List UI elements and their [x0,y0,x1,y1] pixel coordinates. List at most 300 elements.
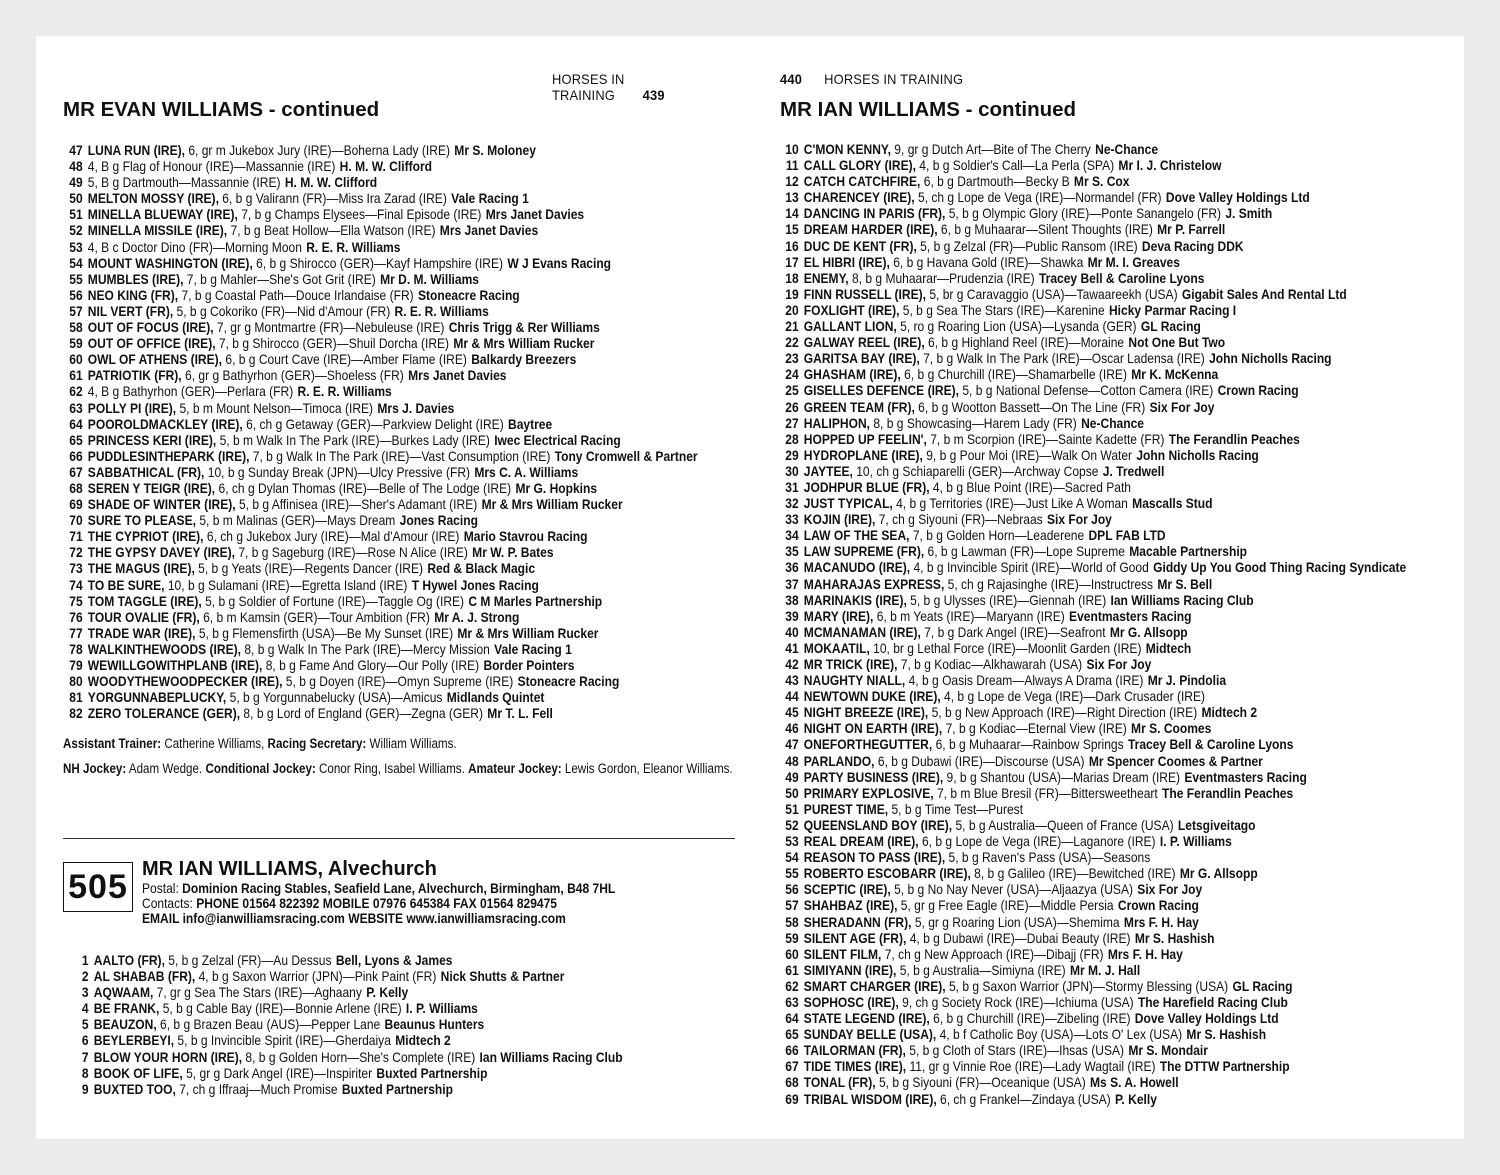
horse-details: 7, b m Scorpion (IRE)—Sainte Kadette (FR) [930,430,1165,447]
owner-name: GL Racing [1232,977,1293,994]
horse-name: MR TRICK (IRE), [803,656,898,672]
owner-name: H. M. W. Clifford [284,174,378,191]
horse-name: OUT OF FOCUS (IRE), [87,319,214,336]
owner-name: Mrs F. H. Hay [1123,913,1199,930]
list-item [778,801,1406,817]
horse-name: MELTON MOSSY (IRE), [87,190,219,207]
list-item [778,189,1406,205]
horse-details: 7, ch g Siyouni (FR)—Nebraas [878,511,1043,528]
horse-details: 7, gr g Montmartre (FR)—Nebuleuse (IRE) [216,319,445,336]
entry-number: 31 [785,478,799,495]
owner-name: Eventmasters Racing [1069,607,1192,624]
horse-name: GISELLES DEFENCE (IRE), [803,382,960,399]
list-item [62,287,698,303]
owner-name: Mr & Mrs William Rucker [457,624,599,641]
entry-number: 59 [785,929,799,946]
horse-name: BEYLERBEYI, [93,1032,175,1049]
entry-number: 5 [81,1016,89,1033]
owner-name: The DTTW Partnership [1159,1058,1290,1075]
right-page [748,36,1464,1139]
horse-details: 7, b g Golden Horn—Leaderene [912,527,1085,544]
owner-name: Vale Racing 1 [494,640,572,657]
list-item [778,302,1406,318]
owner-name: Stoneacre Racing [417,286,520,303]
horse-details: 5, ch g Rajasinghe (IRE)—Instructress [947,575,1154,592]
owner-name: Tracey Bell & Caroline Lyons [1127,736,1294,753]
horse-name: SILENT AGE (FR), [803,929,907,946]
list-item [62,705,698,721]
horse-details: 4, B g Bathyrhon (GER)—Perlara (FR) [87,383,294,400]
horse-name: MARINAKIS (IRE), [803,591,907,608]
list-item [778,608,1406,624]
entry-number: 76 [69,608,83,625]
horse-details: 5, b g Affinisea (IRE)—Sher's Adamant (IRE) [238,496,478,513]
list-item [778,141,1406,157]
owner-name: Ne-Chance [1081,414,1144,431]
entry-number: 37 [785,575,799,592]
list-item [68,1000,623,1016]
horse-name: SHERADANN (FR), [803,913,912,930]
list-item [778,978,1406,994]
horse-name: TRADE WAR (IRE), [87,624,196,641]
owner-name: Mario Stavrou Racing [463,528,588,545]
running-head-left [552,71,732,103]
list-item [62,464,698,480]
horse-name: MCMANAMAN (IRE), [803,623,921,640]
horse-name: SHAHBAZ (IRE), [803,897,898,914]
postal-line [142,881,615,896]
owner-name: Six For Joy [1046,511,1112,528]
horse-name: NEWTOWN DUKE (IRE), [803,688,941,705]
entry-number: 49 [785,768,799,785]
running-head-text: HORSES IN TRAINING [552,71,625,103]
owner-name: Mr K. McKenna [1131,366,1219,383]
horse-details: 7, b g Beat Hollow—Ella Watson (IRE) [230,222,436,239]
owner-name: Mr S. Moloney [454,142,536,158]
list-item [778,736,1406,752]
amateur-jockey-value: Lewis Gordon, Eleanor Williams. [564,761,733,776]
horse-details: 11, gr g Vinnie Roe (IRE)—Lady Wagtail (IRE) [909,1058,1156,1075]
entry-number: 40 [785,623,799,640]
owner-name: Mr W. P. Bates [472,544,554,561]
horse-name: MUMBLES (IRE), [87,270,184,287]
section-divider [63,838,735,839]
list-item [62,528,698,544]
horse-details: 5, b g Yeats (IRE)—Regents Dancer (IRE) [198,560,424,577]
horse-name: AL SHABAB (FR), [93,968,196,985]
horse-name: SILENT FILM, [803,945,882,962]
horse-details: 5, b g Olympic Glory (IRE)—Ponte Sanangelo (FR) [948,205,1222,222]
list-item [778,1026,1406,1042]
nh-jockey-label: NH Jockey: [63,761,127,776]
entry-number: 25 [785,382,799,399]
horse-details: 7, b g Sageburg (IRE)—Rose N Alice (IRE) [238,544,468,561]
horse-name: SIMIYANN (IRE), [803,961,897,978]
owner-name: The Ferandlin Peaches [1162,784,1294,801]
horse-name: PATRIOTIK (FR), [87,367,182,384]
entry-number: 53 [785,833,799,850]
list-item [778,350,1406,366]
entry-number: 17 [785,253,799,270]
horse-details: 5, b g Ulysses (IRE)—Giennah (IRE) [910,591,1107,608]
list-item [778,1042,1406,1058]
entry-number: 29 [785,446,799,463]
owner-name: Mr D. M. Williams [380,270,479,287]
list-item [62,383,698,399]
entry-number: 39 [785,607,799,624]
list-item [778,495,1406,511]
list-item [778,849,1406,865]
list-item [62,609,698,625]
list-item [62,577,698,593]
horse-name: SMART CHARGER (IRE), [803,977,946,994]
list-item [62,271,698,287]
entry-number: 14 [785,205,799,222]
left-page [36,36,748,1139]
horse-name: POOROLDMACKLEY (IRE), [87,415,243,432]
horse-details: 7, b g Dark Angel (IRE)—Seafront [924,623,1106,640]
entry-number: 69 [785,1090,799,1107]
horse-details: 5, b m Mount Nelson—Timoca (IRE) [179,399,374,416]
horse-name: PRINCESS KERI (IRE), [87,431,217,448]
horse-details: 5, b g Cloth of Stars (IRE)—Ihsas (USA) [909,1042,1125,1059]
horse-details: 5, b g Zelzal (FR)—Public Ransom (IRE) [920,237,1138,254]
entry-number: 4 [81,1000,89,1017]
entry-number: 47 [785,736,799,753]
entry-number: 63 [785,993,799,1010]
horse-details: 4, b g Blue Point (IRE)—Sacred Path [932,478,1132,495]
list-item [68,984,623,1000]
list-item [778,576,1406,592]
list-item [778,914,1406,930]
horse-name: HALIPHON, [803,414,871,431]
conditional-jockey-label: Conditional Jockey: [205,761,316,776]
entry-number: 19 [785,285,799,302]
list-item [68,1032,623,1048]
owner-name: Mascalls Stud [1132,495,1213,512]
entry-number: 54 [69,254,83,271]
list-item [62,673,698,689]
entry-number: 69 [69,496,83,513]
owner-name: Ne-Chance [1095,141,1159,157]
owner-name: Midtech 2 [395,1032,451,1049]
horse-name: GALWAY REEL (IRE), [803,334,925,351]
list-item [62,239,698,255]
entry-number: 36 [785,559,799,576]
horse-name: WEWILLGOWITHPLANB (IRE), [87,657,263,673]
entry-number: 12 [785,173,799,190]
entry-number: 16 [785,237,799,254]
owner-name: C M Marles Partnership [468,592,603,609]
horse-details: 4, B g Flag of Honour (IRE)—Massannie (IRE) [87,158,336,175]
horse-details: 5, b g New Approach (IRE)—Right Direction (IRE) [931,704,1198,721]
entry-number: 18 [785,269,799,286]
list-item [778,447,1406,463]
entry-number: 41 [785,639,799,656]
entry-number: 52 [69,222,83,239]
owner-name: Mr S. Cox [1073,173,1130,190]
horse-name: THE GYPSY DAVEY (IRE), [87,544,235,561]
horse-name: EL HIBRI (IRE), [803,253,890,270]
entry-number: 9 [81,1080,89,1097]
horse-name: TAILORMAN (FR), [803,1042,906,1059]
horse-details: 5, b m Walk In The Park (IRE)—Burkes Lady (IRE) [219,431,490,448]
list-item [778,753,1406,769]
entry-number: 80 [69,673,83,690]
list-item [778,318,1406,334]
horse-name: GARITSA BAY (IRE), [803,350,920,367]
list-item [778,238,1406,254]
owner-name: T Hywel Jones Racing [411,576,539,593]
section-title: MR EVAN WILLIAMS - continued [63,98,380,121]
list-item [62,593,698,609]
horse-name: AQWAAM, [93,984,154,1001]
entry-number: 60 [785,945,799,962]
list-item [778,431,1406,447]
horse-name: BUXTED TOO, [93,1080,176,1097]
list-item [778,1058,1406,1074]
horse-details: 6, b g Muhaarar—Rainbow Springs [935,736,1124,753]
owner-name: Mr A. J. Strong [434,608,520,625]
owner-name: Mr S. Coomes [1131,720,1212,737]
owner-name: John Nicholls Racing [1209,350,1332,367]
horse-details: 4, b g Soldier's Call—La Perla (SPA) [919,157,1115,174]
list-item [778,994,1406,1010]
horse-name: MINELLA MISSILE (IRE), [87,222,228,239]
horse-name: BOOK OF LIFE, [93,1064,183,1081]
owner-name: Tracey Bell & Caroline Lyons [1038,269,1205,286]
list-item [778,897,1406,913]
entry-number: 78 [69,640,83,657]
list-item [778,592,1406,608]
horse-name: ONEFORTHEGUTTER, [803,736,933,753]
entry-number: 50 [785,784,799,801]
list-item [778,881,1406,897]
owner-name: Nick Shutts & Partner [440,968,565,985]
horse-details: 7, b g Walk In The Park (IRE)—Oscar Ladensa (IRE) [923,350,1205,367]
horse-name: ROBERTO ESCOBARR (IRE), [803,865,971,882]
horse-details: 5, b g Australia—Queen of France (USA) [955,816,1174,833]
owner-name: Mrs J. Davies [377,399,455,416]
owner-name: Beaunus Hunters [384,1016,485,1033]
list-item [68,952,623,968]
owner-name: Ian Williams Racing Club [1110,591,1254,608]
horse-details: 6, gr g Bathyrhon (GER)—Shoeless (FR) [185,367,404,384]
entry-number: 6 [81,1032,89,1049]
list-item [62,432,698,448]
owner-name: Mrs F. H. Hay [1107,945,1183,962]
entry-number: 3 [81,984,89,1001]
horse-name: GREEN TEAM (FR), [803,398,915,415]
owner-name: Mr M. J. Hall [1069,961,1141,978]
owner-name: Mr & Mrs William Rucker [481,496,623,513]
postal-label: Postal: [142,880,179,896]
horse-name: PUREST TIME, [803,800,889,817]
list-item [778,382,1406,398]
list-item [62,255,698,271]
entry-number: 79 [69,657,83,673]
horse-name: AALTO (FR), [93,952,165,968]
horse-name: MOKAATIL, [803,639,870,656]
horse-details: 6, ch g Jukebox Jury (IRE)—Mal d'Amour (IRE) [206,528,460,545]
horse-details: 5, b g Cable Bay (IRE)—Bonnie Arlene (IRE) [162,1000,402,1017]
horse-details: 10, br g Lethal Force (IRE)—Moonlit Garden (IRE) [873,639,1142,656]
entry-number: 66 [785,1042,799,1059]
owner-name: John Nicholls Racing [1136,446,1259,463]
horse-details: 4, b g Invincible Spirit (IRE)—World of Good [913,559,1149,576]
entry-number: 48 [69,158,83,175]
entry-number: 22 [785,334,799,351]
horse-name: TIDE TIMES (IRE), [803,1058,907,1075]
horse-name: DANCING IN PARIS (FR), [803,205,946,222]
horse-name: NIL VERT (FR), [87,302,174,319]
entry-number: 52 [785,816,799,833]
horse-name: TONAL (FR), [803,1074,876,1091]
owner-name: Mr Spencer Coomes & Partner [1088,752,1263,769]
horse-name: DREAM HARDER (IRE), [803,221,938,238]
entry-number: 81 [69,689,83,706]
list-item [778,157,1406,173]
list-item [778,366,1406,382]
entry-number: 65 [785,1026,799,1043]
page-number: 439 [642,87,665,103]
list-item [62,190,698,206]
list-item [778,656,1406,672]
horse-name: THE CYPRIOT (IRE), [87,528,204,545]
horse-name: CALL GLORY (IRE), [803,157,916,174]
list-item [778,785,1406,801]
list-item [62,448,698,464]
horse-details: 7, b m Blue Bresil (FR)—Bittersweetheart [936,784,1158,801]
list-item [778,1074,1406,1090]
horse-name: MINELLA BLUEWAY (IRE), [87,206,238,223]
horse-name: WOODYTHEWOODPECKER (IRE), [87,673,283,690]
entry-number: 11 [785,157,799,174]
contacts-line [142,896,615,911]
list-item [62,641,698,657]
horse-details: 5, B g Dartmouth—Massannie (IRE) [87,174,281,191]
horse-name: NIGHT ON EARTH (IRE), [803,720,943,737]
horse-name: GALLANT LION, [803,318,897,335]
horse-details: 6, b g Shirocco (GER)—Kayf Hampshire (IRE) [256,254,504,271]
horse-name: ZERO TOLERANCE (GER), [87,705,241,722]
running-head-right [780,71,963,87]
horse-details: 7, b g Walk In The Park (IRE)—Vast Consumption (IRE) [252,447,551,464]
entry-number: 20 [785,301,799,318]
horse-details: 6, b g Court Cave (IRE)—Amber Flame (IRE) [225,351,467,368]
horse-name: SEREN Y TEIGR (IRE), [87,479,216,496]
list-item [62,222,698,238]
entry-number: 47 [69,142,83,158]
horse-details: 8, b g Golden Horn—She's Complete (IRE) [245,1048,476,1065]
list-item [778,930,1406,946]
horse-name: TO BE SURE, [87,576,165,593]
list-item [62,319,698,335]
horse-details: 6, b m Yeats (IRE)—Maryann (IRE) [876,607,1065,624]
owner-name: Chris Trigg & Rer Williams [448,319,600,336]
owner-name: Gigabit Sales And Rental Ltd [1181,285,1347,302]
owner-name: Bell, Lyons & James [335,952,453,968]
horse-details: 5, b g Yorgunnabelucky (USA)—Amicus [229,689,443,706]
owner-name: Mrs Janet Davies [485,206,585,223]
horse-name: QUEENSLAND BOY (IRE), [803,816,953,833]
horse-details: 8, b g Lord of England (GER)—Zegna (GER) [243,705,484,722]
horse-name: OWL OF ATHENS (IRE), [87,351,223,368]
email-line [142,911,615,926]
horse-name: BLOW YOUR HORN (IRE), [93,1048,243,1065]
horse-details: 4, b g Oasis Dream—Always A Drama (IRE) [908,672,1144,689]
horse-name: NAUGHTY NIALL, [803,672,906,689]
owner-name: Letsgiveitago [1177,816,1256,833]
horse-details: 6, b g Wootton Bassett—On The Line (FR) [918,398,1146,415]
horse-details: 7, b g Coastal Path—Douce Irlandaise (FR) [181,286,414,303]
horse-details: 7, b g Kodiac—Alkhawarah (USA) [900,656,1083,672]
horse-details: 6, b g Havana Gold (IRE)—Shawka [893,253,1084,270]
horse-details: 9, b g Pour Moi (IRE)—Walk On Water [926,446,1133,463]
horse-name: DUC DE KENT (FR), [803,237,917,254]
list-item [68,1065,623,1081]
entry-number: 58 [785,913,799,930]
entry-number: 1 [81,952,89,968]
list-item [778,173,1406,189]
owner-name: Red & Black Magic [427,560,536,577]
list-item [778,624,1406,640]
horse-name: MOUNT WASHINGTON (IRE), [87,254,253,271]
owner-name: Mr S. Mondair [1128,1042,1208,1059]
entry-number: 71 [69,528,83,545]
owner-name: Mrs C. A. Williams [474,463,579,480]
entry-number: 55 [785,865,799,882]
owner-name: Macable Partnership [1129,543,1248,560]
horse-name: LAW OF THE SEA, [803,527,910,544]
list-item [778,254,1406,270]
entry-number: 23 [785,350,799,367]
horse-details: 5, gr g Free Eagle (IRE)—Middle Persia [900,897,1114,914]
horse-details: 5, b g Raven's Pass (USA)—Seasons [948,849,1151,866]
entry-number: 49 [69,174,83,191]
list-item [62,174,698,190]
horse-details: 5, b g Cokoriko (FR)—Nid d'Amour (FR) [176,302,391,319]
horse-details: 6, b g Brazen Beau (AUS)—Pepper Lane [160,1016,381,1033]
horse-details: 5, b g Zelzal (FR)—Au Dessus [168,952,332,968]
list-item [778,334,1406,350]
horse-name: PRIMARY EXPLOSIVE, [803,784,934,801]
owner-name: The Ferandlin Peaches [1168,430,1300,447]
list-item [62,496,698,512]
owner-name: Mrs Janet Davies [408,367,507,384]
list-item [778,527,1406,543]
horse-details: 5, b g Saxon Warrior (JPN)—Stormy Blessing (USA) [948,977,1229,994]
horse-details: 4, b f Catholic Boy (USA)—Lots O' Lex (USA) [939,1026,1183,1043]
owner-name: Mrs Janet Davies [439,222,539,239]
horse-name: JAYTEE, [803,462,853,479]
entry-number: 45 [785,704,799,721]
list-item [778,1010,1406,1026]
list-item [778,543,1406,559]
horse-details: 8, b g Fame And Glory—Our Polly (IRE) [265,657,480,673]
horse-details: 8, b g Galileo (IRE)—Bewitched (IRE) [974,865,1176,882]
list-item [62,367,698,383]
list-item [778,399,1406,415]
owner-name: DPL FAB LTD [1088,527,1166,544]
entry-number: 51 [785,800,799,817]
owner-name: Mr S. Bell [1157,575,1213,592]
entry-number: 67 [69,463,83,480]
horse-details: 5, b g Australia—Simiyna (IRE) [899,961,1066,978]
horse-details: 8, b g Walk In The Park (IRE)—Mercy Mission [244,640,490,657]
trainer-name: MR IAN WILLIAMS, Alvechurch [142,858,437,880]
conditional-jockey-value: Conor Ring, Isabel Williams. [319,761,465,776]
